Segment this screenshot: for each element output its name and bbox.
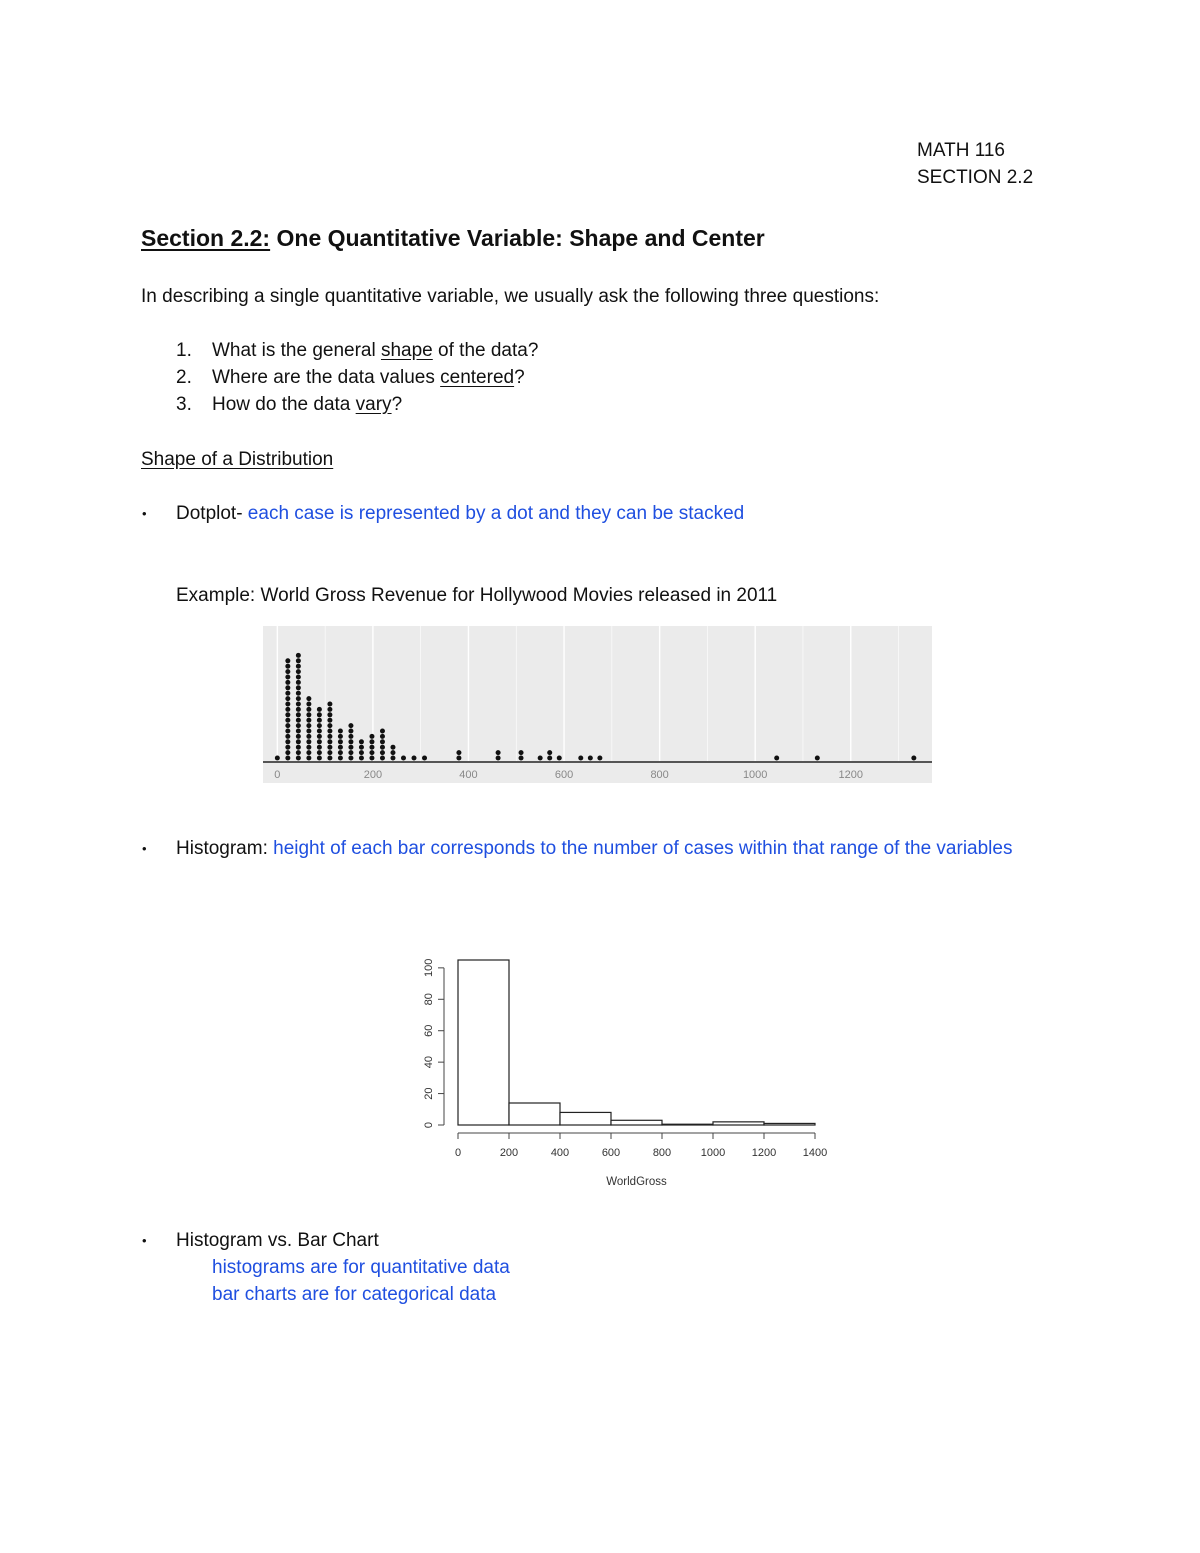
histogram-x-tick-label: 400 (550, 1147, 570, 1159)
intro-paragraph: In describing a single quantitative variable, we usually ask the following three questions: (141, 286, 880, 307)
dotplot-dot (296, 691, 301, 696)
dotplot-dot (369, 756, 374, 761)
dotplot-dot (380, 750, 385, 755)
dotplot-dot (306, 723, 311, 728)
dotplot-dot (306, 707, 311, 712)
dotplot-dot (338, 745, 343, 750)
dotplot-dot (296, 702, 301, 707)
dotplot-tick-label: 1200 (838, 769, 864, 781)
course-label: MATH 116 (917, 140, 1005, 161)
dotplot-dot (285, 702, 290, 707)
question-number: 3. (176, 394, 192, 415)
dotplot-dot (296, 739, 301, 744)
example-caption: Example: World Gross Revenue for Hollywood Movies released in 2011 (176, 585, 778, 606)
dotplot-dot (456, 756, 461, 761)
dotplot-dot (327, 750, 332, 755)
histogram-chart (400, 940, 840, 1200)
dotplot-dot (317, 734, 322, 739)
dotplot-tick-label: 600 (554, 769, 574, 781)
dotplot-dot (359, 756, 364, 761)
histogram-term: Histogram: (176, 838, 268, 859)
dotplot-dot (327, 723, 332, 728)
histogram-y-tick-label: 40 (422, 1056, 435, 1069)
histogram-y-tick-label: 80 (422, 993, 435, 1006)
dotplot-dot (296, 664, 301, 669)
dotplot-dot (306, 756, 311, 761)
dotplot-dot (285, 712, 290, 717)
histogram-y-tick-label: 0 (422, 1121, 435, 1129)
histogram-bar (560, 1112, 611, 1125)
dotplot-dot (547, 750, 552, 755)
histogram-bar (764, 1123, 815, 1125)
bullet-icon: • (142, 841, 147, 856)
dotplot-dot (296, 658, 301, 663)
question-keyword: shape (380, 340, 433, 361)
dotplot-dot (296, 729, 301, 734)
dotplot-dot (317, 745, 322, 750)
question-text-end: ? (514, 367, 525, 388)
dotplot-dot (306, 712, 311, 717)
dotplot-dot (285, 739, 290, 744)
dotplot-dot (317, 707, 322, 712)
dotplot-dot (296, 712, 301, 717)
comparison-line-histograms: histograms are for quantitative data (212, 1257, 510, 1278)
dotplot-tick-label: 800 (650, 769, 669, 781)
dotplot-dot (597, 756, 602, 761)
dotplot-dot (327, 707, 332, 712)
dotplot-dot (296, 653, 301, 658)
question-text-end: ? (391, 394, 403, 415)
histogram-x-tick-label: 1000 (700, 1147, 726, 1159)
dotplot-dot (348, 750, 353, 755)
dotplot-dot (296, 756, 301, 761)
dotplot-dot (496, 750, 501, 755)
histogram-bullet (176, 837, 1012, 861)
question-item (176, 366, 525, 390)
dotplot-dot (338, 739, 343, 744)
dotplot-dot (285, 707, 290, 712)
dotplot-dot (390, 745, 395, 750)
dotplot-dot (285, 729, 290, 734)
dotplot-dot (547, 756, 552, 761)
histogram-x-tick-label: 0 (454, 1147, 462, 1159)
dotplot-dot (496, 756, 501, 761)
dotplot-dot (296, 745, 301, 750)
dotplot-dot (285, 675, 290, 680)
dotplot-dot (285, 718, 290, 723)
bullet-icon: • (142, 1233, 147, 1248)
dotplot-dot (296, 685, 301, 690)
question-item (176, 393, 402, 417)
dotplot-dot (327, 756, 332, 761)
dotplot-dot (390, 756, 395, 761)
dotplot-dot (285, 745, 290, 750)
histogram-y-tick-label: 100 (422, 958, 435, 978)
comparison-label: Histogram vs. Bar Chart (176, 1230, 379, 1251)
dotplot-dot (348, 723, 353, 728)
dotplot-dot (359, 750, 364, 755)
histogram-bar (509, 1103, 560, 1125)
dotplot-dot (401, 756, 406, 761)
dotplot-dot (306, 702, 311, 707)
dotplot-dot (296, 707, 301, 712)
question-keyword: vary (355, 394, 392, 415)
dotplot-dot (317, 756, 322, 761)
dotplot-dot (306, 745, 311, 750)
dotplot-dot (327, 702, 332, 707)
dotplot-dot (285, 750, 290, 755)
question-text: What is the general (212, 340, 381, 361)
dotplot-dot (369, 739, 374, 744)
shape-heading: Shape of a Distribution (141, 449, 334, 470)
dotplot-dot (359, 739, 364, 744)
dotplot-dot (338, 750, 343, 755)
dotplot-dot (815, 756, 820, 761)
dotplot-dot (306, 696, 311, 701)
histogram-definition: height of each bar corresponds to the number of cases within that range of the variables (267, 838, 1013, 859)
dotplot-dot (296, 680, 301, 685)
dotplot-dot (380, 745, 385, 750)
comparison-line-barcharts: bar charts are for categorical data (212, 1284, 497, 1305)
dotplot-dot (578, 756, 583, 761)
dotplot-dot (285, 734, 290, 739)
dotplot-tick-label: 400 (459, 769, 478, 781)
dotplot-dot (275, 756, 280, 761)
dotplot-dot (306, 718, 311, 723)
dotplot-dot (348, 739, 353, 744)
dotplot-dot (588, 756, 593, 761)
question-text: How do the data (212, 394, 356, 415)
dotplot-dot (317, 723, 322, 728)
dotplot-dot (359, 745, 364, 750)
histogram-x-tick-label: 600 (601, 1147, 621, 1159)
page-title (141, 224, 765, 252)
dotplot-dot (369, 745, 374, 750)
dotplot-definition: each case is represented by a dot and they can be stacked (242, 503, 745, 524)
dotplot-dot (296, 734, 301, 739)
dotplot-dot (296, 718, 301, 723)
dotplot-tick-label: 0 (274, 769, 281, 781)
dotplot-dot (285, 669, 290, 674)
histogram-x-tick-label: 200 (499, 1147, 519, 1159)
question-text-end: of the data? (432, 340, 539, 361)
dotplot-tick-label: 200 (363, 769, 383, 781)
histogram-bar (662, 1124, 713, 1125)
dotplot-dot (456, 750, 461, 755)
dotplot-dot (296, 750, 301, 755)
dotplot-dot (317, 712, 322, 717)
dotplot-dot (557, 756, 562, 761)
histogram-bar (611, 1120, 662, 1125)
dotplot-dot (317, 739, 322, 744)
dotplot-dot (327, 734, 332, 739)
dotplot-dot (296, 723, 301, 728)
question-number: 2. (176, 367, 192, 388)
dotplot-dot (380, 756, 385, 761)
dotplot-dot (911, 756, 916, 761)
dotplot-dot (306, 739, 311, 744)
dotplot-dot (285, 756, 290, 761)
histogram-bar (458, 960, 509, 1125)
dotplot-dot (422, 756, 427, 761)
dotplot-dot (380, 729, 385, 734)
histogram-x-axis-label: WorldGross (606, 1176, 667, 1188)
dotplot-dot (306, 750, 311, 755)
dotplot-dot (327, 712, 332, 717)
histogram-y-tick-label: 60 (422, 1024, 435, 1037)
dotplot-dot (285, 664, 290, 669)
dotplot-dot (774, 756, 779, 761)
dotplot-bullet (176, 502, 744, 526)
dotplot-dot (380, 734, 385, 739)
dotplot-dot (317, 729, 322, 734)
bullet-icon: • (142, 506, 147, 521)
histogram-x-tick-label: 1400 (802, 1147, 828, 1159)
dotplot-dot (285, 685, 290, 690)
dotplot-term: Dotplot- (176, 503, 243, 524)
dotplot-dot (296, 669, 301, 674)
question-text: Where are the data values (212, 367, 441, 388)
question-item (176, 339, 538, 363)
question-number: 1. (176, 340, 192, 361)
dotplot-dot (338, 729, 343, 734)
dotplot-dot (327, 739, 332, 744)
dotplot-dot (317, 750, 322, 755)
dotplot-dot (296, 675, 301, 680)
dotplot-dot (338, 734, 343, 739)
dotplot-dot (369, 734, 374, 739)
histogram-bar (713, 1122, 764, 1125)
dotplot-dot (285, 723, 290, 728)
histogram-y-tick-label: 20 (422, 1087, 435, 1100)
dotplot-dot (519, 750, 524, 755)
title-section-number: Section 2.2: (141, 225, 271, 251)
dotplot-dot (412, 756, 417, 761)
dotplot-dot (327, 729, 332, 734)
histogram-x-tick-label: 1200 (751, 1147, 777, 1159)
dotplot-chart (263, 626, 932, 783)
dotplot-dot (306, 729, 311, 734)
dotplot-dot (285, 691, 290, 696)
dotplot-dot (317, 718, 322, 723)
dotplot-dot (390, 750, 395, 755)
dotplot-dot (285, 658, 290, 663)
dotplot-dot (296, 696, 301, 701)
title-text: One Quantitative Variable: Shape and Center (270, 225, 765, 251)
question-keyword: centered (440, 367, 515, 388)
dotplot-dot (380, 739, 385, 744)
dotplot-dot (327, 718, 332, 723)
dotplot-dot (538, 756, 543, 761)
dotplot-dot (348, 756, 353, 761)
dotplot-dot (338, 756, 343, 761)
dotplot-dot (369, 750, 374, 755)
dotplot-dot (285, 696, 290, 701)
dotplot-dot (519, 756, 524, 761)
dotplot-dot (285, 680, 290, 685)
dotplot-dot (348, 729, 353, 734)
dotplot-dot (348, 745, 353, 750)
dotplot-dot (306, 734, 311, 739)
histogram-x-tick-label: 800 (652, 1147, 672, 1159)
dotplot-dot (348, 734, 353, 739)
dotplot-dot (327, 745, 332, 750)
section-label: SECTION 2.2 (917, 167, 1034, 188)
dotplot-tick-label: 1000 (742, 769, 768, 781)
